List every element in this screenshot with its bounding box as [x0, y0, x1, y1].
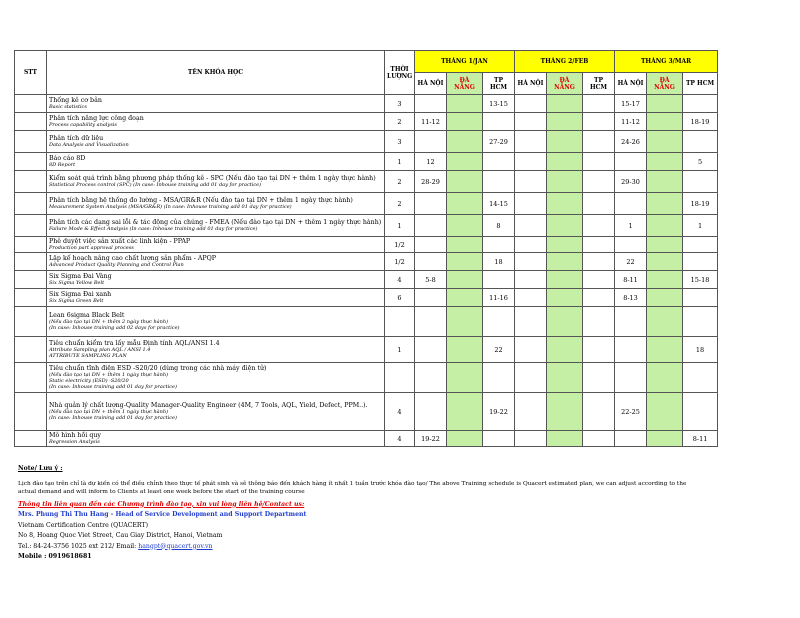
- duration-header: THỜI LƯỢNG: [385, 51, 415, 95]
- schedule-date-cell: [547, 95, 583, 113]
- schedule-date-cell: [547, 337, 583, 363]
- schedule-date-cell: [547, 171, 583, 193]
- schedule-date-cell: 27-29: [483, 131, 515, 153]
- schedule-date-cell: 18: [483, 253, 515, 271]
- course-row: [15, 307, 718, 337]
- course-note: (In case: Inhouse training add 01 day for practice): [49, 415, 177, 421]
- course-name-vn: Mô hình hồi quy: [49, 432, 101, 439]
- duration-cell: 1/2: [385, 253, 415, 271]
- schedule-date-cell: [415, 237, 447, 253]
- stt-cell: [15, 393, 47, 431]
- schedule-date-cell: [583, 153, 615, 171]
- course-name-cell: [47, 193, 385, 215]
- location-header: TP HCM: [583, 73, 615, 95]
- schedule-date-cell: [415, 131, 447, 153]
- schedule-date-cell: [615, 153, 647, 171]
- course-note: (Nếu đào tạo tại DN + thêm 1 ngày thực hành): [49, 409, 169, 415]
- location-header: HÀ NỘI: [615, 73, 647, 95]
- schedule-date-cell: [615, 307, 647, 337]
- schedule-date-cell: [547, 215, 583, 237]
- schedule-date-cell: [415, 253, 447, 271]
- duration-cell: [385, 363, 415, 393]
- schedule-date-cell: [583, 363, 615, 393]
- course-name-cell: [47, 95, 385, 113]
- course-name-en: Six Sigma Yellow Belt: [49, 280, 105, 286]
- tel: Tel.: 84-24-3756 1025 ext 212/ Email:: [18, 542, 137, 550]
- schedule-date-cell: 29-30: [615, 171, 647, 193]
- course-row: [15, 253, 718, 271]
- schedule-date-cell: 11-16: [483, 289, 515, 307]
- notes-text: Lịch đào tạo trên chỉ là dự kiến có thể điều chỉnh theo thực tế phát sinh và sẽ thông báo đến khách hàng ít nhất 1 tuần trước khóa đào tạo/ The above Training schedule is Quacert estimated plan, we can adjust according to the actual demand and will inform to Clients at least one week before the start of the training course: [18, 480, 687, 495]
- schedule-date-cell: [515, 289, 547, 307]
- location-header: TP HCM: [483, 73, 515, 95]
- schedule-date-cell: [647, 289, 683, 307]
- schedule-date-cell: [415, 215, 447, 237]
- schedule-date-cell: 22: [615, 253, 647, 271]
- course-name-vn: Six Sigma Đai xanh: [49, 291, 112, 298]
- schedule-date-cell: 18: [683, 337, 718, 363]
- course-name-vn: Phân tích bằng hệ thống đo lường - MSA/GR&R (Nếu đào tạo tại DN + thêm 1 ngày thực hành): [49, 197, 353, 204]
- schedule-date-cell: [647, 393, 683, 431]
- course-name-cell: [47, 113, 385, 131]
- training-schedule: [14, 50, 715, 447]
- course-name-vn: Phân tích các dạng sai lỗi & tác động của chúng - FMEA (Nếu đào tạo tại DN + thêm 1 ngày thực hành): [49, 219, 382, 226]
- stt-cell: [15, 271, 47, 289]
- schedule-date-cell: [583, 193, 615, 215]
- stt-cell: [15, 237, 47, 253]
- schedule-date-cell: [583, 431, 615, 447]
- month-header-feb: THÁNG 2/FEB: [515, 51, 615, 73]
- duration-cell: 4: [385, 271, 415, 289]
- schedule-date-cell: [447, 363, 483, 393]
- course-name-cell: [47, 431, 385, 447]
- duration-cell: 2: [385, 171, 415, 193]
- duration-cell: 1: [385, 337, 415, 363]
- schedule-date-cell: 28-29: [415, 171, 447, 193]
- notes-section: [18, 464, 698, 563]
- schedule-date-cell: [515, 237, 547, 253]
- course-name-cell: [47, 393, 385, 431]
- course-name-vn: Lập kế hoạch nâng cao chất lượng sản phẩm - APQP: [49, 255, 217, 262]
- schedule-date-cell: [647, 131, 683, 153]
- schedule-date-cell: [683, 253, 718, 271]
- schedule-date-cell: [547, 131, 583, 153]
- schedule-date-cell: [547, 237, 583, 253]
- schedule-date-cell: 22: [483, 337, 515, 363]
- course-name-cell: [47, 337, 385, 363]
- schedule-date-cell: [447, 237, 483, 253]
- location-header: ĐÀ NẴNG: [447, 73, 483, 95]
- course-name-en: Attribute Sampling plan AQL / ANSI 1.4: [49, 347, 151, 353]
- schedule-date-cell: [647, 363, 683, 393]
- schedule-date-cell: [447, 337, 483, 363]
- schedule-date-cell: [583, 237, 615, 253]
- schedule-date-cell: [447, 307, 483, 337]
- schedule-date-cell: [547, 153, 583, 171]
- course-name-cell: [47, 153, 385, 171]
- course-note: (In case: Inhouse training add 01 day for practice): [49, 384, 177, 390]
- schedule-date-cell: [447, 271, 483, 289]
- schedule-date-cell: [447, 153, 483, 171]
- course-note: Static electricity (ESD) -S20/20: [49, 378, 129, 384]
- course-name-en: Advanced Product Quality Planning and Control Plan: [49, 262, 184, 268]
- schedule-date-cell: [583, 171, 615, 193]
- schedule-date-cell: 5: [683, 153, 718, 171]
- course-name-cell: [47, 307, 385, 337]
- schedule-date-cell: [647, 237, 683, 253]
- schedule-date-cell: [547, 253, 583, 271]
- schedule-date-cell: [515, 363, 547, 393]
- course-name-vn: Lean 6sigma Black Belt: [49, 312, 125, 319]
- month-header-jan: THÁNG 1/JAN: [415, 51, 515, 73]
- course-name-vn: Phân tích năng lực công đoạn: [49, 115, 144, 122]
- email-link[interactable]: hangpt@quacert.gov.vn: [138, 542, 213, 550]
- schedule-date-cell: 14-15: [483, 193, 515, 215]
- schedule-date-cell: 22-25: [615, 393, 647, 431]
- schedule-date-cell: [447, 289, 483, 307]
- schedule-date-cell: [547, 363, 583, 393]
- duration-cell: 1/2: [385, 237, 415, 253]
- course-note: (Nếu đào tạo tại DN + thêm 2 ngày thực hành): [49, 319, 169, 325]
- schedule-date-cell: [515, 337, 547, 363]
- stt-cell: [15, 131, 47, 153]
- duration-cell: 4: [385, 431, 415, 447]
- course-name-en: Production part approval process: [49, 245, 134, 251]
- org-name: Vietnam Certification Centre (QUACERT): [18, 521, 149, 529]
- schedule-date-cell: [515, 253, 547, 271]
- schedule-date-cell: [415, 307, 447, 337]
- schedule-date-cell: [647, 153, 683, 171]
- course-name-vn: Nhà quản lý chất lượng-Quality Manager-Quality Engineer (4M, 7 Tools, AQL, Yield, Defect, PPM..).: [49, 402, 368, 409]
- schedule-date-cell: [415, 95, 447, 113]
- schedule-date-cell: [447, 193, 483, 215]
- contact-heading: Thông tin liên quan đến các Chương trình đào tạo, xin vui lòng liên hệ/Contact us:: [18, 500, 305, 508]
- schedule-date-cell: [483, 431, 515, 447]
- schedule-date-cell: 1: [615, 215, 647, 237]
- course-name-vn: Tiêu chuẩn kiểm tra lấy mẫu Định tính AQL/ANSI 1.4: [49, 340, 220, 347]
- schedule-date-cell: [415, 337, 447, 363]
- schedule-date-cell: 12: [415, 153, 447, 171]
- schedule-date-cell: 15-17: [615, 95, 647, 113]
- course-name-vn: Báo cáo 8D: [49, 155, 86, 162]
- schedule-date-cell: 19-22: [483, 393, 515, 431]
- schedule-date-cell: [647, 271, 683, 289]
- duration-cell: 1: [385, 215, 415, 237]
- schedule-date-cell: [547, 393, 583, 431]
- schedule-date-cell: [583, 215, 615, 237]
- schedule-date-cell: [683, 393, 718, 431]
- stt-header: STT: [15, 51, 47, 95]
- schedule-date-cell: 11-12: [415, 113, 447, 131]
- schedule-date-cell: [683, 289, 718, 307]
- stt-cell: [15, 95, 47, 113]
- course-name-cell: [47, 237, 385, 253]
- schedule-date-cell: [415, 363, 447, 393]
- schedule-date-cell: [447, 393, 483, 431]
- duration-cell: 2: [385, 113, 415, 131]
- schedule-date-cell: 8-11: [683, 431, 718, 447]
- stt-cell: [15, 113, 47, 131]
- stt-cell: [15, 337, 47, 363]
- stt-cell: [15, 307, 47, 337]
- schedule-date-cell: 13-15: [483, 95, 515, 113]
- course-row: [15, 237, 718, 253]
- schedule-date-cell: [583, 271, 615, 289]
- schedule-date-cell: [683, 307, 718, 337]
- schedule-date-cell: [515, 215, 547, 237]
- schedule-date-cell: [615, 431, 647, 447]
- course-name-vn: Phê duyệt việc sản xuất các linh kiện - PPAP: [49, 238, 191, 245]
- schedule-date-cell: 11-12: [615, 113, 647, 131]
- schedule-date-cell: [647, 431, 683, 447]
- schedule-date-cell: 1: [683, 215, 718, 237]
- course-name-en: Measurement System Analysis (MSA/GR&R) (In case: Inhouse training add 01 day for practice): [49, 204, 292, 210]
- course-name-vn: Kiểm soát quá trình bằng phương pháp thống kê - SPC (Nếu đào tạo tại DN + thêm 1 ngày thực hành): [49, 175, 376, 182]
- stt-cell: [15, 215, 47, 237]
- schedule-date-cell: [483, 171, 515, 193]
- schedule-date-cell: [647, 95, 683, 113]
- course-row: [15, 393, 718, 431]
- course-name-en: Regression Analysis: [49, 439, 100, 445]
- course-name-en: Failure Mode & Effect Analysis (In case: Inhouse training add 01 day for practice): [49, 226, 258, 232]
- duration-cell: 3: [385, 95, 415, 113]
- course-name-en: Process capability analysis: [49, 122, 117, 128]
- schedule-date-cell: [647, 337, 683, 363]
- course-row: [15, 193, 718, 215]
- schedule-date-cell: [615, 193, 647, 215]
- course-note: (In case: Inhouse training add 02 days for practice): [49, 325, 180, 331]
- schedule-date-cell: [583, 95, 615, 113]
- course-name-cell: [47, 289, 385, 307]
- schedule-date-cell: [483, 153, 515, 171]
- org-address: No 8, Hoang Quoc Viet Street, Cau Giay District, Hanoi, Vietnam: [18, 532, 223, 539]
- schedule-date-cell: [647, 215, 683, 237]
- schedule-date-cell: [515, 193, 547, 215]
- schedule-date-cell: [415, 393, 447, 431]
- schedule-date-cell: [583, 253, 615, 271]
- schedule-date-cell: 15-18: [683, 271, 718, 289]
- schedule-date-cell: [547, 113, 583, 131]
- schedule-date-cell: [483, 363, 515, 393]
- course-name-cell: [47, 363, 385, 393]
- schedule-date-cell: [515, 95, 547, 113]
- course-name-en: 8D Report: [49, 162, 76, 168]
- duration-cell: 3: [385, 131, 415, 153]
- course-row: [15, 271, 718, 289]
- course-name-vn: Phân tích dữ liệu: [49, 135, 104, 142]
- course-row: [15, 95, 718, 113]
- schedule-date-cell: [515, 431, 547, 447]
- mobile: Mobile : 0919618681: [18, 553, 92, 560]
- schedule-date-cell: [547, 307, 583, 337]
- course-name-cell: [47, 131, 385, 153]
- duration-cell: 6: [385, 289, 415, 307]
- schedule-date-cell: [583, 393, 615, 431]
- schedule-date-cell: 19-22: [415, 431, 447, 447]
- schedule-date-cell: [683, 171, 718, 193]
- course-row: [15, 431, 718, 447]
- course-row: [15, 215, 718, 237]
- schedule-date-cell: [483, 113, 515, 131]
- schedule-date-cell: [447, 95, 483, 113]
- schedule-date-cell: [415, 193, 447, 215]
- course-header: TÊN KHÓA HỌC: [47, 51, 385, 95]
- contact-line: [18, 542, 698, 553]
- stt-cell: [15, 153, 47, 171]
- course-name-en: Data Analysis and Visualization: [49, 142, 129, 148]
- schedule-date-cell: [547, 193, 583, 215]
- schedule-date-cell: 24-26: [615, 131, 647, 153]
- stt-cell: [15, 171, 47, 193]
- schedule-date-cell: [683, 131, 718, 153]
- schedule-date-cell: [447, 253, 483, 271]
- schedule-date-cell: [683, 95, 718, 113]
- schedule-date-cell: 18-19: [683, 193, 718, 215]
- course-name-cell: [47, 271, 385, 289]
- schedule-date-cell: [547, 431, 583, 447]
- schedule-date-cell: [515, 393, 547, 431]
- schedule-date-cell: [583, 337, 615, 363]
- course-row: [15, 363, 718, 393]
- location-header: ĐÀ NẴNG: [547, 73, 583, 95]
- schedule-date-cell: [647, 253, 683, 271]
- schedule-date-cell: [515, 131, 547, 153]
- schedule-date-cell: [647, 193, 683, 215]
- schedule-date-cell: [583, 307, 615, 337]
- location-header: TP HCM: [683, 73, 718, 95]
- course-name-cell: [47, 215, 385, 237]
- schedule-date-cell: [515, 307, 547, 337]
- duration-cell: 1: [385, 153, 415, 171]
- schedule-date-cell: [647, 171, 683, 193]
- course-row: [15, 337, 718, 363]
- schedule-date-cell: [647, 307, 683, 337]
- schedule-date-cell: [447, 215, 483, 237]
- duration-cell: [385, 307, 415, 337]
- schedule-date-cell: [683, 363, 718, 393]
- course-row: [15, 153, 718, 171]
- stt-cell: [15, 363, 47, 393]
- schedule-date-cell: [615, 237, 647, 253]
- stt-cell: [15, 289, 47, 307]
- course-name-vn: Thống kê cơ bản: [49, 97, 102, 104]
- schedule-date-cell: [447, 131, 483, 153]
- schedule-date-cell: [515, 171, 547, 193]
- course-name-cell: [47, 253, 385, 271]
- schedule-table: [14, 50, 718, 447]
- location-header: ĐÀ NẴNG: [647, 73, 683, 95]
- schedule-date-cell: [615, 363, 647, 393]
- stt-cell: [15, 431, 47, 447]
- schedule-date-cell: [683, 237, 718, 253]
- course-name-vn: Six Sigma Đai Vàng: [49, 273, 112, 280]
- course-name-cell: [47, 171, 385, 193]
- schedule-date-cell: 8-13: [615, 289, 647, 307]
- stt-cell: [15, 253, 47, 271]
- schedule-date-cell: [615, 337, 647, 363]
- schedule-date-cell: [447, 431, 483, 447]
- course-name-en: Six Sigma Green Belt: [49, 298, 104, 304]
- notes-title: Note/ Lưu ý :: [18, 465, 63, 472]
- schedule-date-cell: [483, 307, 515, 337]
- schedule-date-cell: 8: [483, 215, 515, 237]
- schedule-date-cell: [515, 271, 547, 289]
- course-name-vn: Tiêu chuẩn tĩnh điện ESD -S20/20 (dùng trong các nhà máy điện tử): [49, 365, 267, 372]
- duration-cell: 4: [385, 393, 415, 431]
- course-name-en: Basic statistics: [49, 104, 87, 110]
- schedule-date-cell: [483, 271, 515, 289]
- schedule-date-cell: [415, 289, 447, 307]
- course-row: [15, 131, 718, 153]
- schedule-date-cell: 8-11: [615, 271, 647, 289]
- course-name-en: Statistical Process control (SPC) (In case: Inhouse training add 01 day for practice): [49, 182, 262, 188]
- course-row: [15, 289, 718, 307]
- schedule-date-cell: 18-19: [683, 113, 718, 131]
- schedule-date-cell: [583, 289, 615, 307]
- course-note: (Nếu đào tạo tại DN + thêm 1 ngày thực hành): [49, 372, 169, 378]
- stt-cell: [15, 193, 47, 215]
- schedule-date-cell: [583, 131, 615, 153]
- schedule-date-cell: [515, 153, 547, 171]
- schedule-date-cell: [547, 289, 583, 307]
- duration-cell: 2: [385, 193, 415, 215]
- schedule-date-cell: 5-8: [415, 271, 447, 289]
- schedule-date-cell: [583, 113, 615, 131]
- schedule-date-cell: [447, 113, 483, 131]
- schedule-date-cell: [647, 113, 683, 131]
- schedule-date-cell: [515, 113, 547, 131]
- schedule-date-cell: [547, 271, 583, 289]
- contact-name: Mrs. Phung Thi Thu Hang - Head of Service Development and Support Department: [18, 511, 307, 518]
- location-header: HÀ NỘI: [515, 73, 547, 95]
- location-header: HÀ NỘI: [415, 73, 447, 95]
- course-note: ATTRIBUTE SAMPLING PLAN: [49, 353, 127, 359]
- month-header-mar: THÁNG 3/MAR: [615, 51, 718, 73]
- course-row: [15, 171, 718, 193]
- schedule-date-cell: [483, 237, 515, 253]
- course-row: [15, 113, 718, 131]
- schedule-date-cell: [447, 171, 483, 193]
